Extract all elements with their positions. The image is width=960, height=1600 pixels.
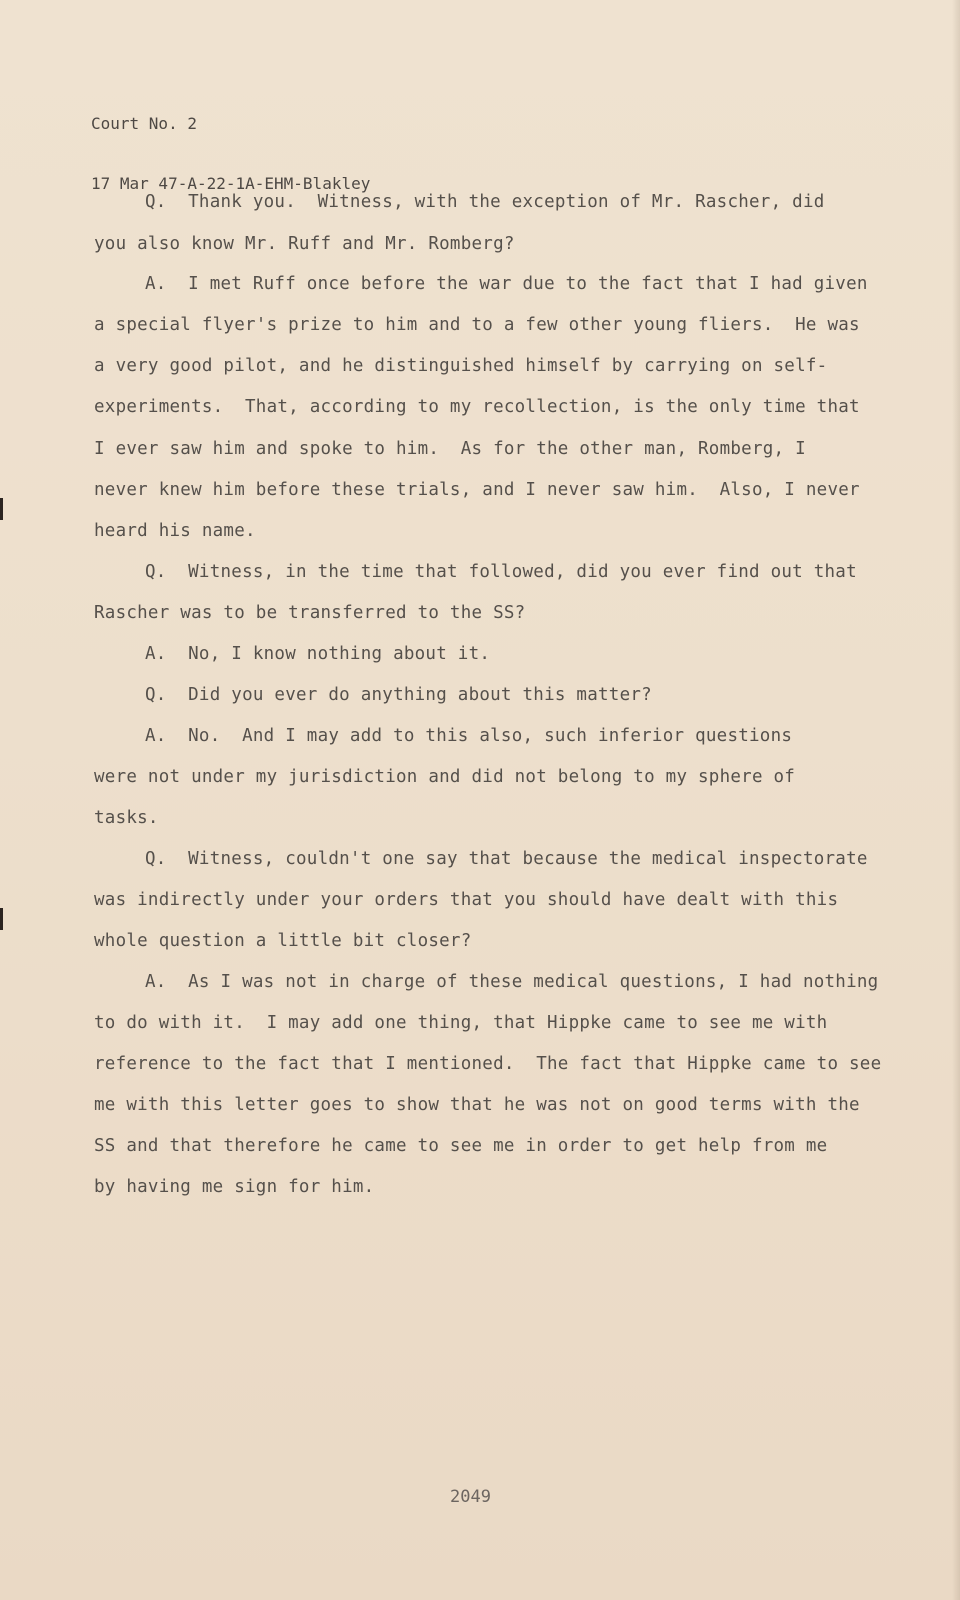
transcript-line: Rascher was to be transferred to the SS? — [94, 603, 526, 623]
transcript-line: a very good pilot, and he distinguished himself by carrying on self- — [94, 356, 828, 376]
transcript-line: A. I met Ruff once before the war due to the fact that I had given — [145, 274, 868, 294]
page-number: 2049 — [450, 1487, 491, 1507]
transcript-line: never knew him before these trials, and I never saw him. Also, I never — [94, 480, 860, 500]
transcript-line: Q. Did you ever do anything about this matter? — [145, 685, 652, 705]
transcript-line: SS and that therefore he came to see me in order to get help from me — [94, 1136, 828, 1156]
transcript-line: whole question a little bit closer? — [94, 931, 472, 951]
transcript-line: A. As I was not in charge of these medical questions, I had nothing — [145, 972, 879, 992]
transcript-line: Q. Thank you. Witness, with the exception of Mr. Rascher, did — [145, 192, 825, 212]
transcript-line: a special flyer's prize to him and to a few other young fliers. He was — [94, 315, 860, 335]
court-number: Court No. 2 — [91, 114, 197, 133]
transcript-line: was indirectly under your orders that you should have dealt with this — [94, 890, 839, 910]
transcript-line: Q. Witness, in the time that followed, did you ever find out that — [145, 562, 857, 582]
transcript-line: you also know Mr. Ruff and Mr. Romberg? — [94, 234, 515, 254]
transcript-line: heard his name. — [94, 521, 256, 541]
transcript-line: A. No. And I may add to this also, such inferior questions — [145, 726, 793, 746]
binding-mark — [0, 498, 3, 520]
transcript-line: were not under my jurisdiction and did not belong to my sphere of — [94, 767, 796, 787]
transcript-line: Q. Witness, couldn't one say that because the medical inspectorate — [145, 849, 868, 869]
transcript-line: me with this letter goes to show that he was not on good terms with the — [94, 1095, 860, 1115]
transcript-line: I ever saw him and spoke to him. As for the other man, Romberg, I — [94, 439, 806, 459]
transcript-line: experiments. That, according to my recollection, is the only time that — [94, 397, 860, 417]
transcript-line: by having me sign for him. — [94, 1177, 375, 1197]
transcript-line: to do with it. I may add one thing, that Hippke came to see me with — [94, 1013, 828, 1033]
page-edge-shadow — [952, 0, 960, 1600]
session-reference: 17 Mar 47-A-22-1A-EHM-Blakley — [91, 174, 371, 193]
binding-mark — [0, 908, 3, 930]
transcript-line: reference to the fact that I mentioned. The fact that Hippke came to see — [94, 1054, 882, 1074]
transcript-line: A. No, I know nothing about it. — [145, 644, 491, 664]
transcript-line: tasks. — [94, 808, 159, 828]
